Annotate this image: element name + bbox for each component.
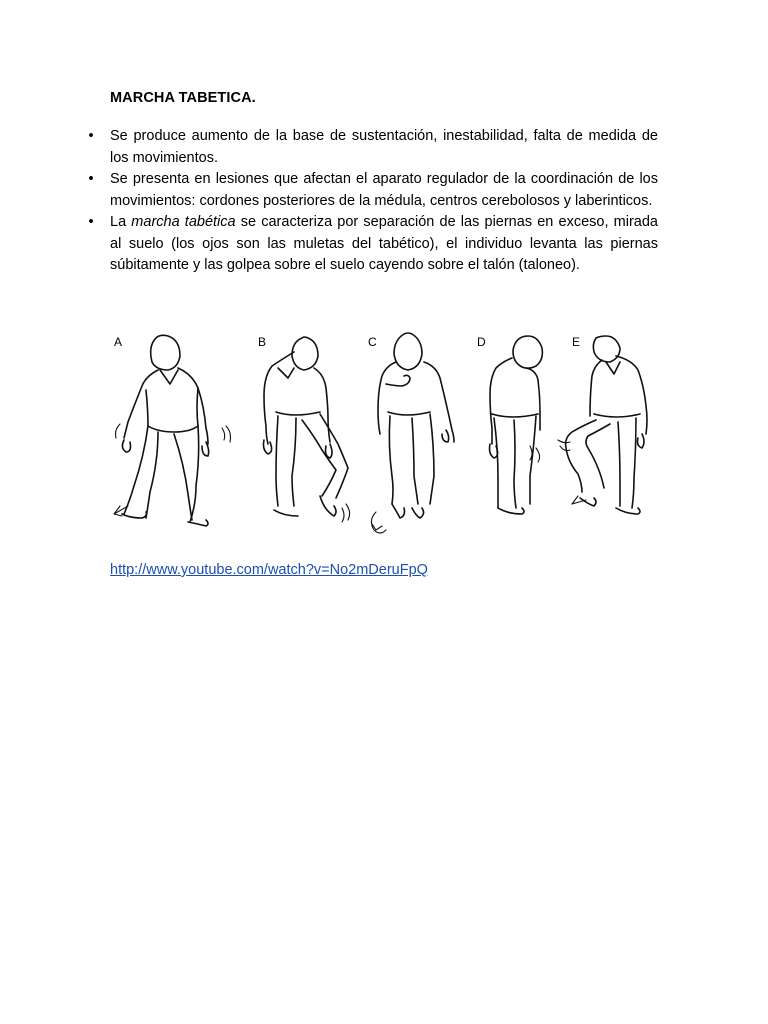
bullet-text: Se presenta en lesiones que afectan el aparato regulador de la coordinación de los movimientos: cordones posteriores de la médula, centros cerebolosos y laberinticos. xyxy=(110,171,658,209)
figure-e-walking-man xyxy=(558,336,647,514)
figure-a-walking-man xyxy=(114,335,231,526)
bullet-text xyxy=(110,212,658,277)
bullet-icon: • xyxy=(88,171,94,187)
figure-c-walking-man xyxy=(371,333,454,533)
document-title: MARCHA TABETICA. xyxy=(110,90,256,106)
bullet-text: Se produce aumento de la base de sustentación, inestabilidad, falta de medida de los movimientos. xyxy=(110,128,658,166)
list-item xyxy=(86,212,658,277)
list-item xyxy=(86,169,658,212)
panel-label-c: C xyxy=(368,335,377,349)
bullet-text-italic: marcha tabética xyxy=(131,214,236,230)
youtube-link[interactable]: http://www.youtube.com/watch?v=No2mDeruFpQ xyxy=(110,562,428,578)
bullet-text-suffix: se caracteriza por separación de las piernas en exceso, mirada al suelo (los ojos son las muletas del tabético), el individuo levanta las piernas súbitamente y las golpea sobre el suelo cayendo sobre el talón (taloneo). xyxy=(110,214,658,273)
panel-label-a: A xyxy=(114,335,123,349)
panel-label-d: D xyxy=(477,335,486,349)
figure-d-walking-man xyxy=(490,336,543,514)
bullet-list xyxy=(86,126,658,277)
figure-b-walking-man xyxy=(264,337,350,522)
list-item xyxy=(86,126,658,169)
panel-label-b: B xyxy=(258,335,267,349)
panel-label-e: E xyxy=(572,335,581,349)
gait-illustration xyxy=(106,328,662,554)
bullet-text-prefix: La xyxy=(110,214,132,230)
bullet-icon: • xyxy=(88,214,94,230)
bullet-icon: • xyxy=(88,128,94,144)
